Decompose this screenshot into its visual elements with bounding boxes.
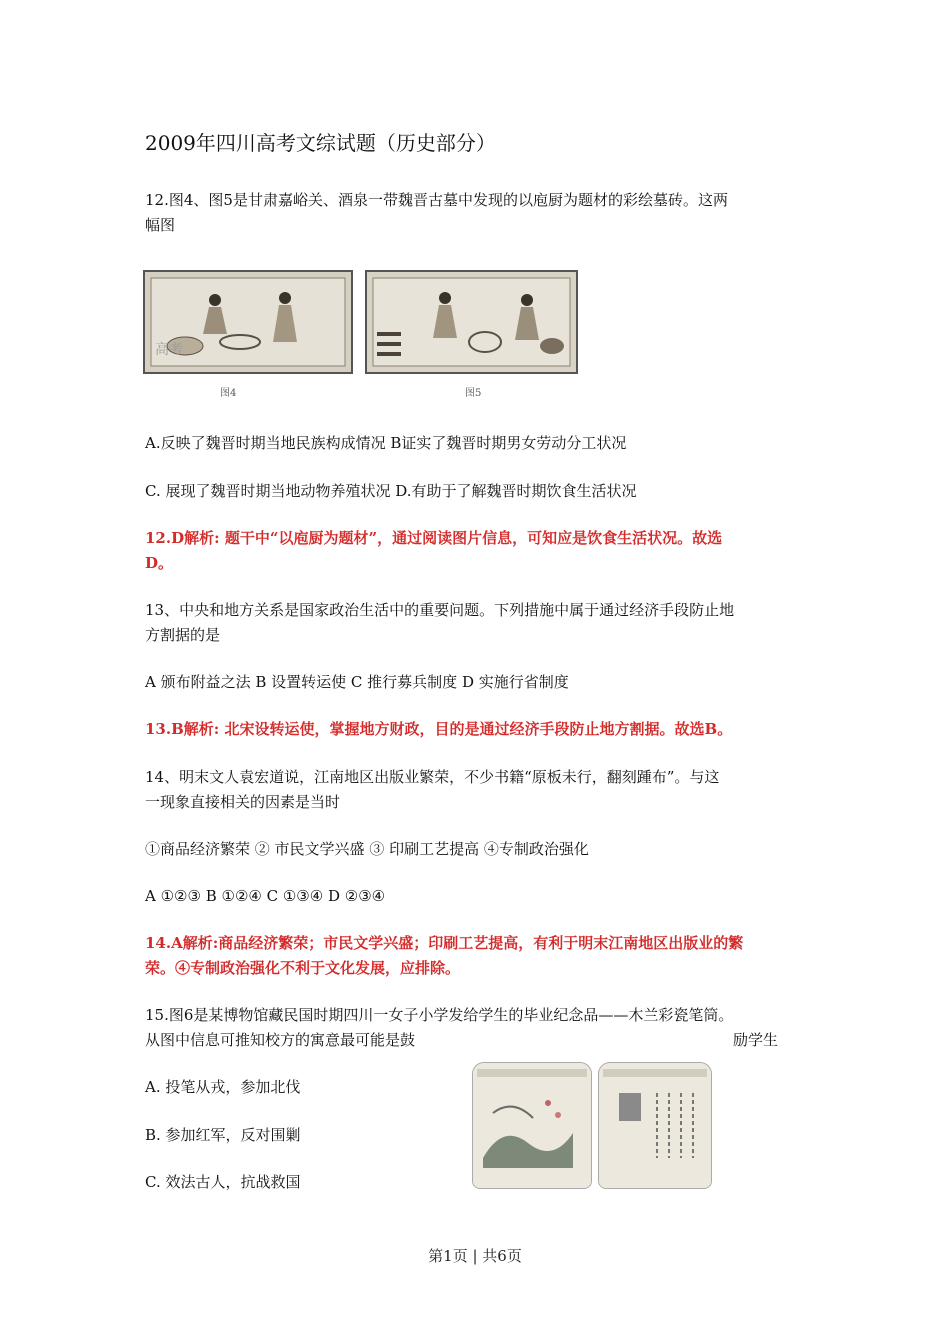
figure-4-caption: 图4: [220, 388, 237, 399]
figure-6-brush-pot-right: [598, 1062, 712, 1189]
q13-stem-line2: 方割据的是: [145, 626, 221, 644]
q12-answer-line2: D。: [145, 554, 174, 572]
page-title: 2009年四川高考文综试题（历史部分）: [145, 131, 496, 155]
figure-5-image: [365, 270, 578, 374]
figure-6-brush-pot-left: [472, 1062, 592, 1189]
q15-option-b: B. 参加红军，反对围剿: [145, 1126, 301, 1144]
q14-answer-line1: 14.A解析:商品经济繁荣；市民文学兴盛；印刷工艺提高，有利于明末江南地区出版业的繁: [145, 934, 744, 952]
q12-options-ab: A.反映了魏晋时期当地民族构成情况 B证实了魏晋时期男女劳动分工状况: [145, 434, 627, 452]
q15-stem-line2a: 从图中信息可推知校方的寓意最可能是鼓: [145, 1031, 416, 1049]
figure-4-image: [143, 270, 353, 374]
q13-options: A 颁布附益之法 B 设置转运使 C 推行募兵制度 D 实施行省制度: [145, 673, 569, 691]
q12-stem-line2: 幅图: [145, 216, 176, 234]
svg-text:高考: 高考: [155, 342, 183, 358]
q12-options-cd: C. 展现了魏晋时期当地动物养殖状况 D.有助于了解魏晋时期饮食生活状况: [145, 482, 637, 500]
q12-stem-line1: 12.图4、图5是甘肃嘉峪关、酒泉一带魏晋古墓中发现的以庖厨为题材的彩绘墓砖。这两: [145, 191, 728, 209]
q14-stem-line1: 14、明末文人袁宏道说，江南地区出版业繁荣，不少书籍“原板未行，翻刻踵布”。与这: [145, 768, 720, 786]
page-footer: 第1页 | 共6页: [428, 1247, 522, 1265]
q15-stem-line1: 15.图6是某博物馆藏民国时期四川一女子小学发给学生的毕业纪念品——木兰彩瓷笔筒。: [145, 1006, 734, 1024]
q14-stem-line2: 一现象直接相关的因素是当时: [145, 793, 341, 811]
q15-stem-line2b: 励学生: [733, 1031, 779, 1049]
q14-items: ①商品经济繁荣 ② 市民文学兴盛 ③ 印刷工艺提高 ④专制政治强化: [145, 840, 589, 858]
figure-5-caption: 图5: [465, 388, 482, 399]
q13-answer: 13.B解析: 北宋设转运使，掌握地方财政，目的是通过经济手段防止地方割据。故选B。: [145, 720, 733, 738]
q15-option-a: A. 投笔从戎，参加北伐: [145, 1078, 301, 1096]
q14-answer-line2: 荣。④专制政治强化不利于文化发展，应排除。: [145, 959, 461, 977]
q12-answer-line1: 12.D解析: 题干中“以庖厨为题材”，通过阅读图片信息，可知应是饮食生活状况。故选: [145, 529, 723, 547]
q15-option-c: C. 效法古人，抗战救国: [145, 1173, 301, 1191]
q13-stem-line1: 13、中央和地方关系是国家政治生活中的重要问题。下列措施中属于通过经济手段防止地: [145, 601, 735, 619]
q14-options: A ①②③ B ①②④ C ①③④ D ②③④: [145, 887, 386, 905]
